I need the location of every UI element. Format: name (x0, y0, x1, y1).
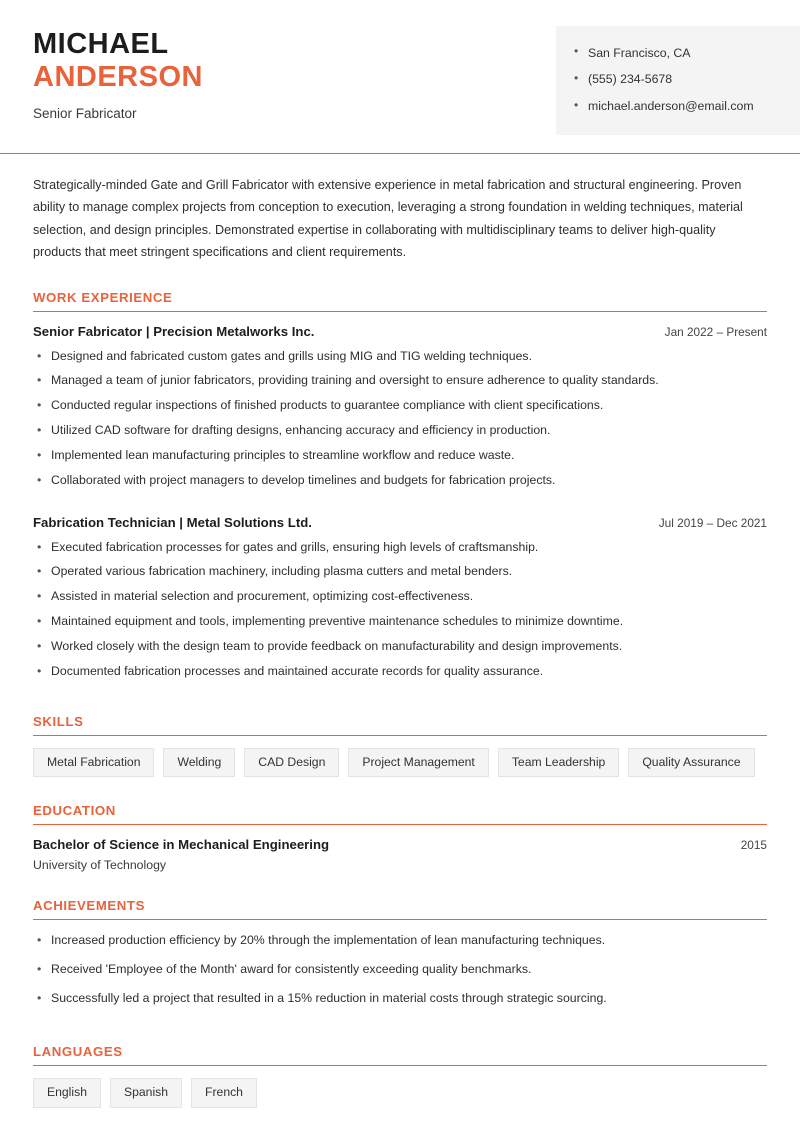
skill-chip: Quality Assurance (628, 748, 754, 777)
experience-dates: Jan 2022 – Present (664, 324, 767, 339)
experience-bullets (33, 348, 767, 497)
section-divider (33, 311, 767, 312)
experience-bullets (33, 539, 767, 688)
achievements-list (33, 932, 767, 1018)
section-skills (33, 714, 767, 777)
list-item: • Assisted in material selection and procurement, optimizing cost-effectiveness. (33, 588, 767, 613)
contact-panel (556, 26, 800, 135)
list-item: • Executed fabrication processes for gates and grills, ensuring high levels of craftsmanship. (33, 539, 767, 564)
section-divider (33, 919, 767, 920)
section-languages (33, 1044, 767, 1107)
section-title-skills: SKILLS (33, 713, 84, 729)
section-achievements (33, 898, 767, 1018)
first-name: MICHAEL (33, 28, 169, 60)
skill-chip: Metal Fabrication (33, 748, 154, 777)
skill-chip: Project Management (348, 748, 488, 777)
contact-location: • San Francisco, CA (574, 40, 784, 67)
skill-chip: CAD Design (244, 748, 339, 777)
skill-chip: Welding (163, 748, 235, 777)
section-divider (33, 1065, 767, 1066)
section-title-achievements: ACHIEVEMENTS (33, 897, 145, 913)
list-item: • Collaborated with project managers to develop timelines and budgets for fabrication projects. (33, 472, 767, 497)
last-name: ANDERSON (33, 61, 203, 94)
list-item: • Increased production efficiency by 20% through the implementation of lean manufacturing techniques. (33, 932, 767, 961)
resume-body (0, 174, 800, 1108)
experience-header (33, 515, 767, 530)
resume-header (0, 0, 800, 135)
language-chip: French (191, 1078, 257, 1107)
contact-email: • michael.anderson@email.com (574, 94, 784, 121)
education-header (33, 837, 767, 852)
education-school: University of Technology (33, 857, 167, 872)
list-item: • Worked closely with the design team to provide feedback on manufacturability and design improvements. (33, 638, 767, 663)
section-title-education: EDUCATION (33, 802, 116, 818)
skill-chip: Team Leadership (498, 748, 620, 777)
list-item: • Utilized CAD software for drafting designs, enhancing accuracy and efficiency in production. (33, 422, 767, 447)
experience-role: Fabrication Technician | Metal Solutions Ltd. (33, 514, 312, 530)
experience-item (33, 515, 767, 688)
section-divider (33, 735, 767, 736)
list-item: • Implemented lean manufacturing principles to streamline workflow and reduce waste. (33, 447, 767, 472)
professional-summary: Strategically-minded Gate and Grill Fabricator with extensive experience in metal fabrication and structural engineering. Proven ability to manage complex projects from conception to execution, leveraging a strong foundation in welding techniques, material selection, and design principles. Demonstrated expertise in collaborating with multidisciplinary teams to deliver high-quality products that meet stringent specifications and client requirements. (33, 177, 743, 260)
language-chip: English (33, 1078, 101, 1107)
section-title-work-experience: WORK EXPERIENCE (33, 289, 173, 305)
experience-header (33, 324, 767, 339)
list-item: • Designed and fabricated custom gates and grills using MIG and TIG welding techniques. (33, 348, 767, 373)
list-item: • Maintained equipment and tools, implementing preventive maintenance schedules to minimize downtime. (33, 613, 767, 638)
list-item: • Conducted regular inspections of finished products to guarantee compliance with client specifications. (33, 397, 767, 422)
education-year: 2015 (740, 837, 767, 852)
header-identity (0, 22, 203, 121)
list-item: • Operated various fabrication machinery, including plasma cutters and metal benders. (33, 563, 767, 588)
contact-list (574, 40, 784, 121)
experience-dates: Jul 2019 – Dec 2021 (658, 515, 767, 530)
languages-chip-list (33, 1078, 767, 1107)
section-work-experience (33, 290, 767, 688)
skills-chip-list (33, 748, 767, 777)
list-item: • Received 'Employee of the Month' award for consistently exceeding quality benchmarks. (33, 961, 767, 990)
list-item: • Documented fabrication processes and maintained accurate records for quality assurance. (33, 663, 767, 688)
contact-phone: • (555) 234-5678 (574, 67, 784, 94)
experience-role: Senior Fabricator | Precision Metalworks Inc. (33, 323, 315, 339)
section-divider (33, 824, 767, 825)
education-degree: Bachelor of Science in Mechanical Engineering (33, 836, 330, 852)
list-item: • Successfully led a project that resulted in a 15% reduction in material costs through strategic sourcing. (33, 990, 767, 1019)
experience-item (33, 324, 767, 497)
section-education (33, 803, 767, 872)
headline-job-title: Senior Fabricator (33, 105, 137, 121)
language-chip: Spanish (110, 1078, 182, 1107)
section-title-languages: LANGUAGES (33, 1044, 123, 1060)
list-item: • Managed a team of junior fabricators, providing training and oversight to ensure adherence to quality standards. (33, 372, 767, 397)
header-divider (0, 153, 800, 154)
